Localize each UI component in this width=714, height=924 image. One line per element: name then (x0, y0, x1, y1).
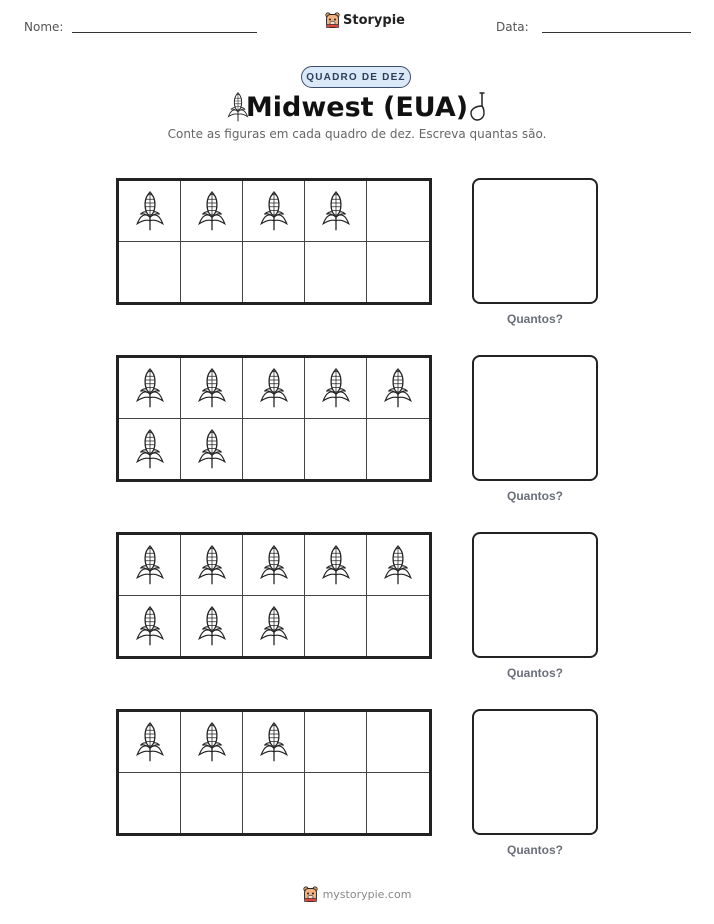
frame-cell (243, 596, 305, 657)
frame-cell (305, 596, 367, 657)
frame-cell (243, 535, 305, 596)
date-line[interactable] (542, 32, 691, 33)
frame-cell (119, 358, 181, 419)
frame-cell (243, 242, 305, 303)
frame-cell (243, 358, 305, 419)
corn-icon (134, 721, 166, 763)
frame-cell (367, 596, 429, 657)
frame-cell (181, 596, 243, 657)
name-label: Nome: (24, 20, 64, 34)
corn-icon (320, 544, 352, 586)
frame-cell (367, 181, 429, 242)
corn-icon (258, 190, 290, 232)
corn-icon (134, 605, 166, 647)
frame-cell (305, 242, 367, 303)
frame-cell (243, 712, 305, 773)
frame-cell (243, 181, 305, 242)
answer-label-2: Quantos? (507, 489, 563, 503)
ten-frame-1 (116, 178, 432, 305)
frame-cell (181, 181, 243, 242)
corn-icon (134, 190, 166, 232)
answer-box-2[interactable] (472, 355, 598, 481)
frame-cell (181, 242, 243, 303)
frame-cell (367, 773, 429, 834)
ten-frame-2 (116, 355, 432, 482)
corn-icon (320, 190, 352, 232)
shovel-icon (466, 91, 488, 123)
answer-label-1: Quantos? (507, 312, 563, 326)
name-line[interactable] (72, 32, 257, 33)
storypie-logo-icon (303, 886, 318, 903)
frame-cell (181, 358, 243, 419)
instructions: Conte as figuras em cada quadro de dez. Escreva quantas são. (167, 127, 547, 141)
date-label: Data: (496, 20, 529, 34)
corn-icon (258, 605, 290, 647)
corn-icon (196, 721, 228, 763)
page-title: Midwest (EUA) (245, 92, 469, 123)
corn-icon (134, 428, 166, 470)
frame-cell (119, 181, 181, 242)
corn-icon (134, 544, 166, 586)
frame-cell (119, 419, 181, 480)
answer-label-3: Quantos? (507, 666, 563, 680)
frame-cell (367, 712, 429, 773)
corn-icon (258, 367, 290, 409)
frame-cell (305, 358, 367, 419)
corn-icon (382, 544, 414, 586)
frame-cell (119, 596, 181, 657)
frame-cell (367, 242, 429, 303)
frame-cell (119, 773, 181, 834)
frame-cell (119, 242, 181, 303)
logo-text: Storypie (343, 13, 405, 28)
corn-icon (196, 544, 228, 586)
frame-cell (367, 419, 429, 480)
frame-cell (305, 535, 367, 596)
frame-cell (181, 419, 243, 480)
answer-label-4: Quantos? (507, 843, 563, 857)
frame-cell (305, 773, 367, 834)
answer-box-1[interactable] (472, 178, 598, 304)
frame-cell (243, 419, 305, 480)
answer-box-3[interactable] (472, 532, 598, 658)
corn-icon (258, 721, 290, 763)
corn-icon (382, 367, 414, 409)
ten-frame-4 (116, 709, 432, 836)
corn-icon (196, 367, 228, 409)
storypie-logo-icon (325, 12, 340, 29)
frame-cell (119, 712, 181, 773)
logo (325, 12, 405, 29)
frame-cell (367, 535, 429, 596)
section-badge: QUADRO DE DEZ (301, 66, 411, 88)
frame-cell (305, 419, 367, 480)
corn-icon (320, 367, 352, 409)
corn-icon (196, 190, 228, 232)
frame-cell (305, 181, 367, 242)
frame-cell (181, 535, 243, 596)
corn-icon (196, 428, 228, 470)
corn-icon (134, 367, 166, 409)
frame-cell (181, 773, 243, 834)
frame-cell (119, 535, 181, 596)
corn-icon (196, 605, 228, 647)
frame-cell (305, 712, 367, 773)
ten-frame-3 (116, 532, 432, 659)
footer-link[interactable]: mystorypie.com (322, 888, 412, 901)
answer-box-4[interactable] (472, 709, 598, 835)
frame-cell (243, 773, 305, 834)
corn-icon (258, 544, 290, 586)
footer (0, 886, 714, 903)
frame-cell (181, 712, 243, 773)
frame-cell (367, 358, 429, 419)
